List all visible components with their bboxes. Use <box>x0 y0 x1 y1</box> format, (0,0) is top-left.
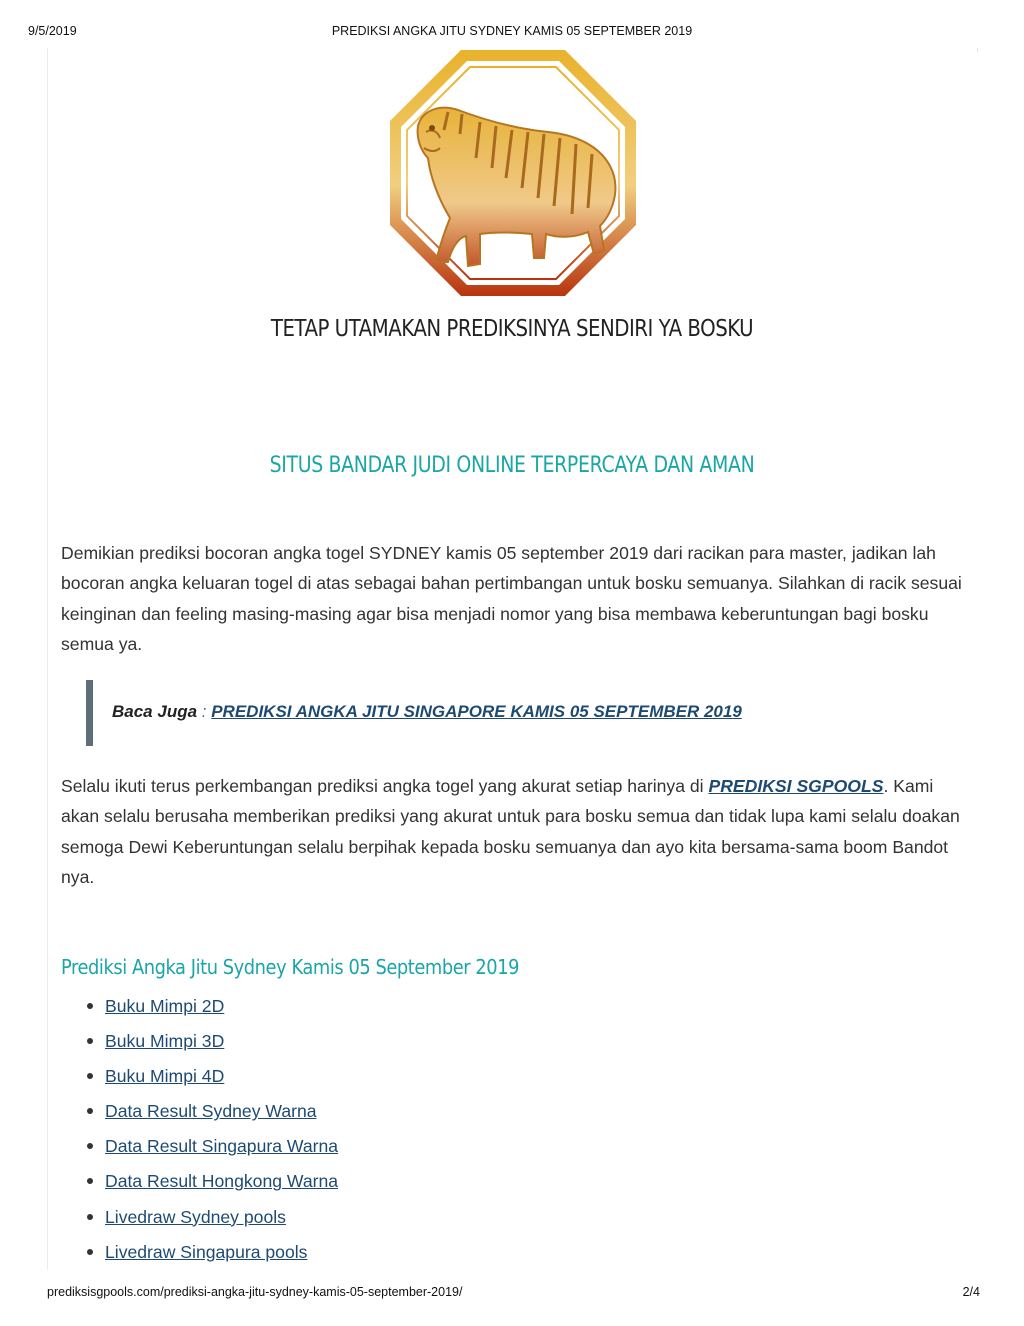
prediksi-sgpools-link[interactable]: PREDIKSI SGPOOLS <box>708 776 884 796</box>
bullet-icon <box>87 1108 93 1114</box>
content-left-rule <box>47 48 48 1270</box>
follow-paragraph-text: Selalu ikuti terus perkembangan prediksi angka togel yang akurat setiap harinya di <box>61 776 709 796</box>
content-right-rule <box>977 48 978 52</box>
page-number: 2/4 <box>962 1285 980 1299</box>
read-also-quote <box>86 680 966 746</box>
list-item <box>75 1097 675 1132</box>
bullet-icon <box>87 1073 93 1079</box>
list-item <box>75 1027 675 1062</box>
link-data-result-singapura[interactable]: Data Result Singapura Warna <box>105 1136 339 1157</box>
link-buku-mimpi-4d[interactable]: Buku Mimpi 4D <box>105 1066 225 1087</box>
quote-bar <box>86 680 93 746</box>
read-also-link[interactable]: PREDIKSI ANGKA JITU SINGAPORE KAMIS 05 SEPTEMBER 2019 <box>211 702 742 721</box>
read-also-label: Baca Juga <box>112 702 198 721</box>
bullet-icon <box>87 1038 93 1044</box>
follow-paragraph <box>61 771 971 892</box>
list-item <box>75 1167 675 1202</box>
link-data-result-hongkong[interactable]: Data Result Hongkong Warna <box>105 1171 339 1192</box>
tiger-octagon-logo-icon <box>388 48 638 298</box>
link-list <box>75 992 675 1273</box>
bullet-icon <box>87 1178 93 1184</box>
list-item <box>75 1132 675 1167</box>
document-title: PREDIKSI ANGKA JITU SYDNEY KAMIS 05 SEPTEMBER 2019 <box>331 24 693 38</box>
link-data-result-sydney[interactable]: Data Result Sydney Warna <box>105 1101 317 1122</box>
list-item <box>75 1203 675 1238</box>
banner-title: TETAP UTAMAKAN PREDIKSINYA SENDIRI YA BOSKU <box>270 316 754 342</box>
section-title: SITUS BANDAR JUDI ONLINE TERPERCAYA DAN AMAN <box>269 453 755 478</box>
print-date: 9/5/2019 <box>28 24 77 38</box>
link-buku-mimpi-3d[interactable]: Buku Mimpi 3D <box>105 1031 225 1052</box>
follow-paragraph-text-end: . Kami akan selalu berusaha memberikan prediksi yang akurat untuk para bosku semua dan tidak lupa kami selalu doakan semoga Dewi Keberuntungan selalu berpihak kepada bosku semuanya dan ayo kita bersama-sama boom Bandot nya. <box>61 776 960 887</box>
list-item <box>75 1062 675 1097</box>
print-header <box>0 24 1024 40</box>
link-livedraw-singapura[interactable]: Livedraw Singapura pools <box>105 1241 308 1262</box>
link-buku-mimpi-2d[interactable]: Buku Mimpi 2D <box>105 996 225 1016</box>
intro-paragraph: Demikian prediksi bocoran angka togel SYDNEY kamis 05 september 2019 dari racikan para master, jadikan lah bocoran angka keluaran togel di atas sebagai bahan pertimbangan untuk bosku semuanya. Silahkan di racik sesuai keinginan dan feeling masing-masing agar bisa menjadi nomor yang bisa membawa keberuntungan bagi bosku semua ya. <box>61 543 962 654</box>
bullet-icon <box>87 1143 93 1149</box>
print-footer <box>0 1285 1024 1301</box>
page-url: prediksisgpools.com/prediksi-angka-jitu-sydney-kamis-05-september-2019/ <box>47 1285 463 1299</box>
list-heading: Prediksi Angka Jitu Sydney Kamis 05 September 2019 <box>61 955 520 979</box>
read-also-separator: : <box>197 702 212 721</box>
link-livedraw-sydney[interactable]: Livedraw Sydney pools <box>105 1206 286 1227</box>
bullet-icon <box>87 1249 93 1255</box>
bullet-icon <box>87 1214 93 1220</box>
list-item <box>75 992 675 1027</box>
list-item <box>75 1238 675 1273</box>
quote-text <box>112 702 742 722</box>
bullet-icon <box>87 1003 93 1009</box>
